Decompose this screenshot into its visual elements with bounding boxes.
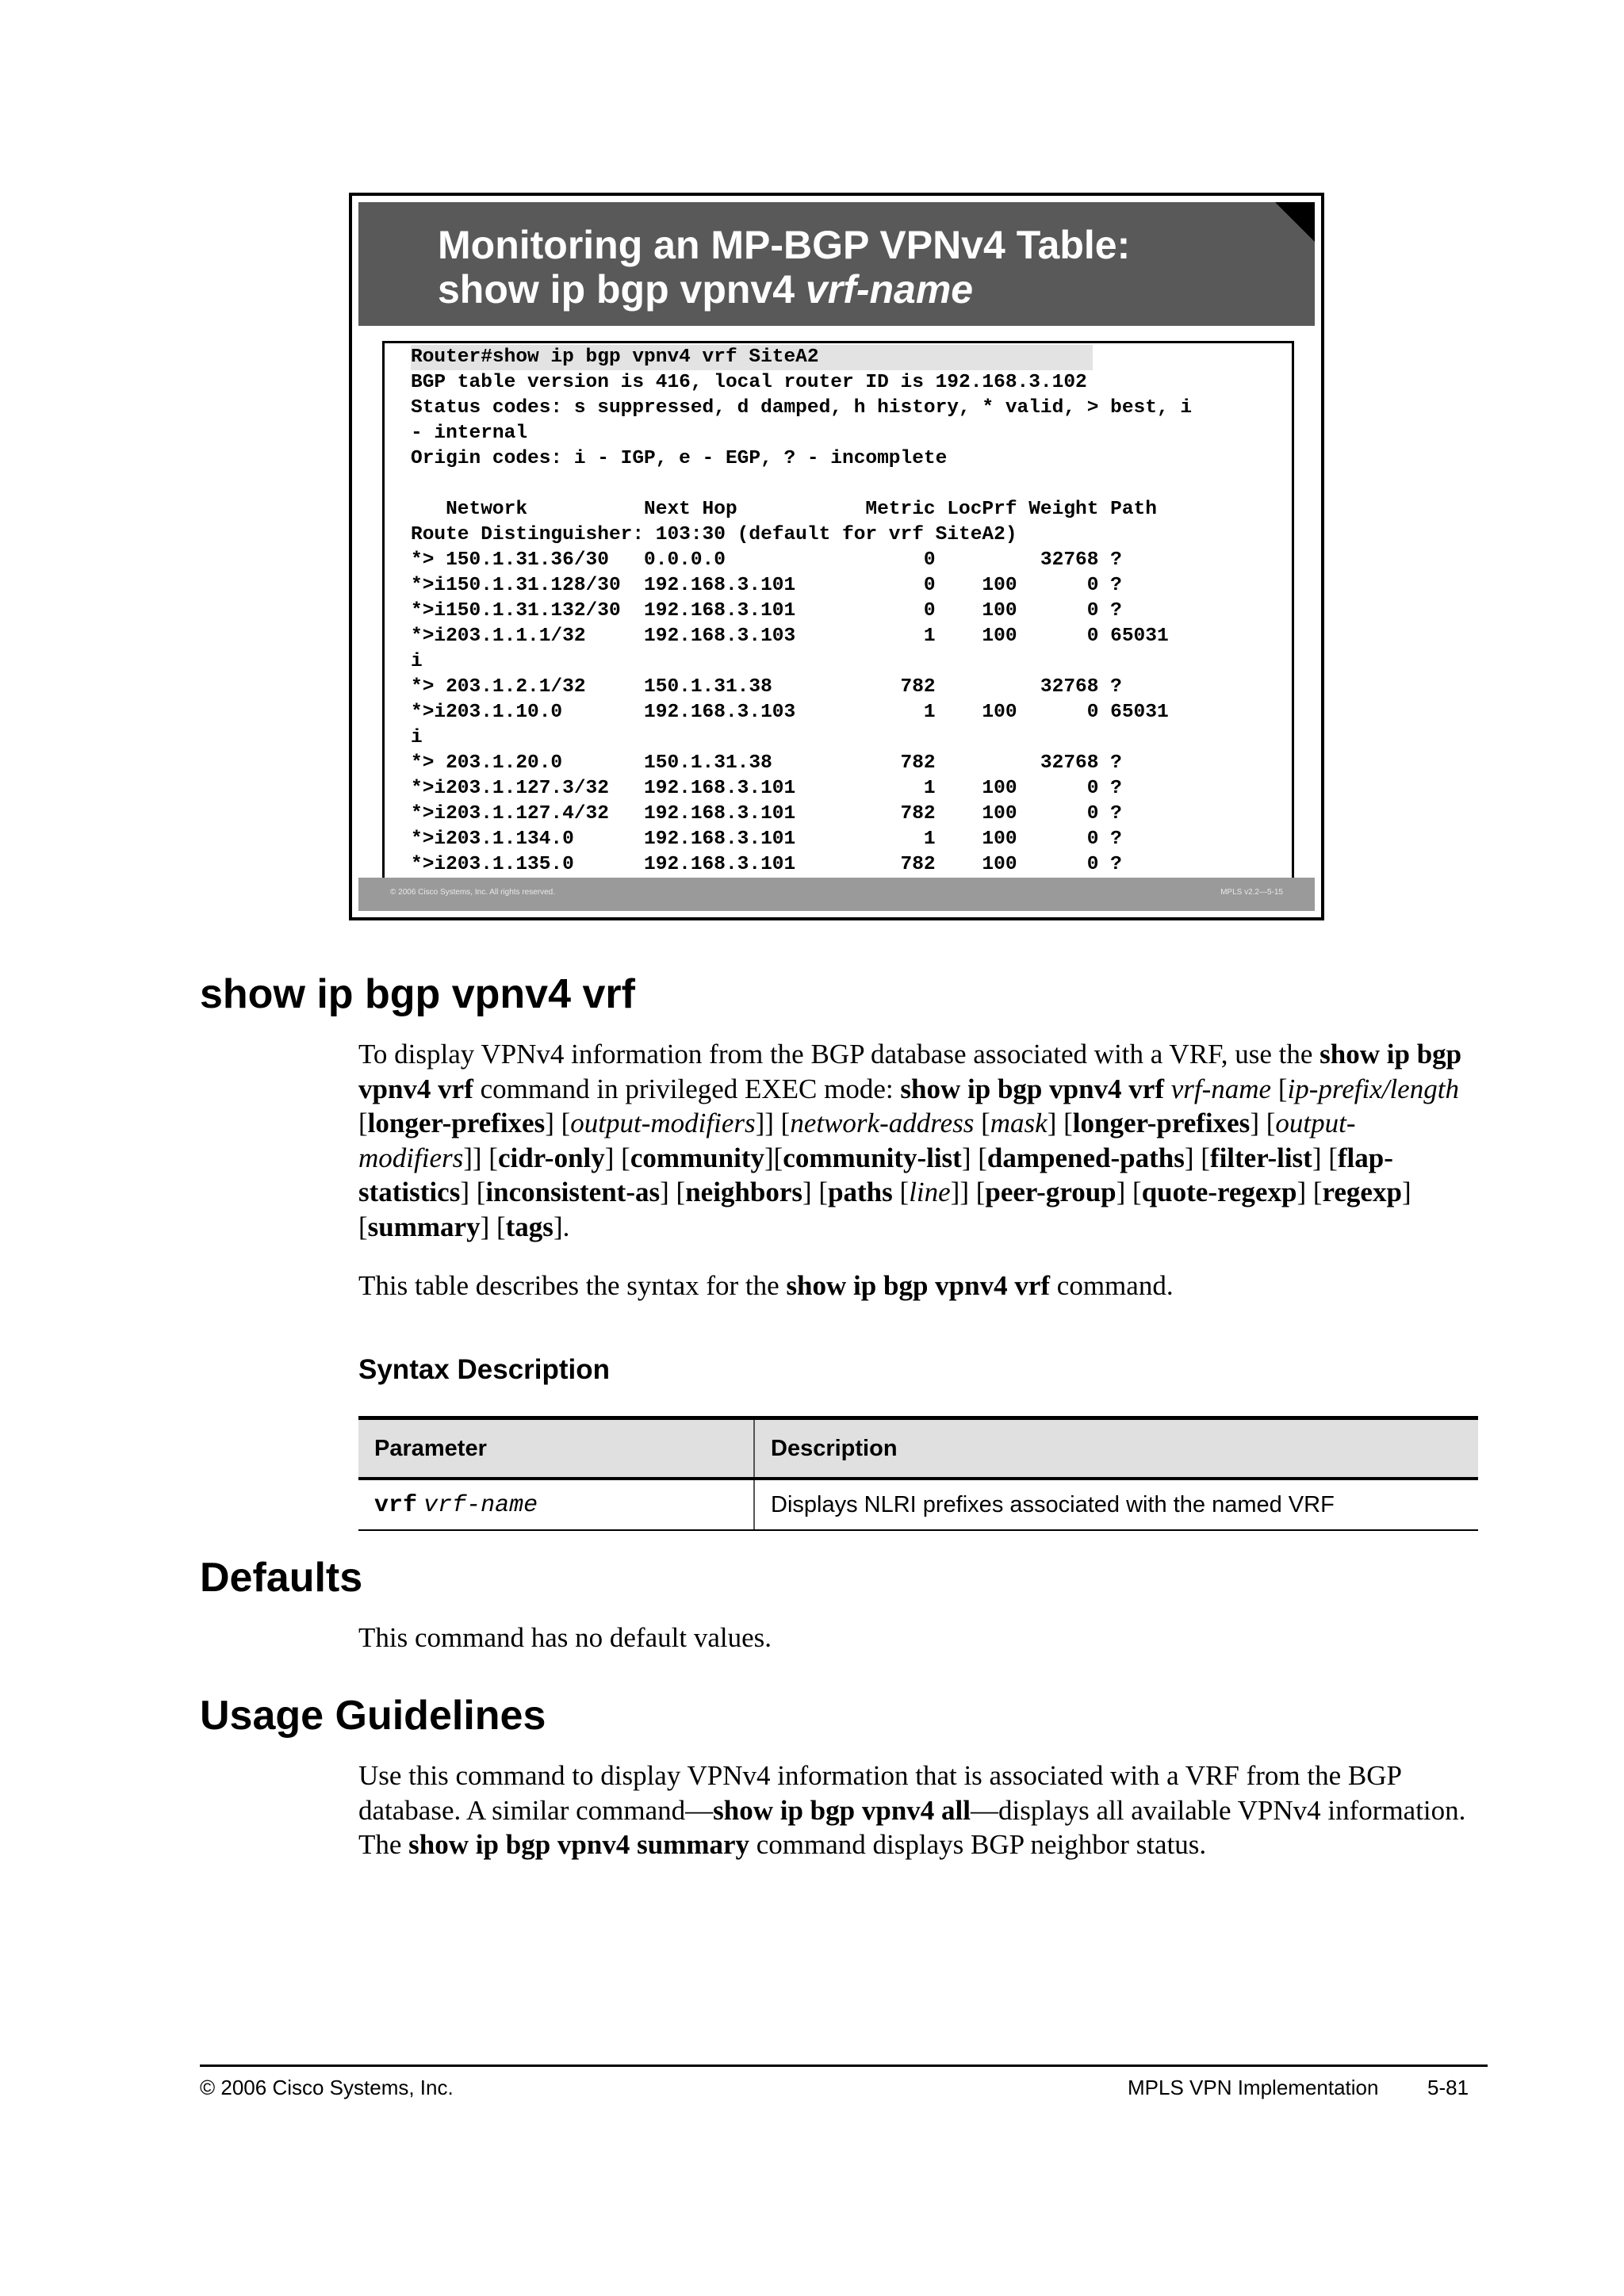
slide-title bbox=[438, 223, 1130, 312]
body-text: ] [ bbox=[1312, 1142, 1338, 1173]
body-text: ] [ bbox=[961, 1142, 987, 1173]
console-line: Origin codes: i - IGP, e - EGP, ? - incomplete bbox=[411, 448, 948, 469]
console-line: *> 203.1.2.1/32 150.1.31.38 782 32768 ? bbox=[411, 676, 1122, 698]
console-line: i bbox=[411, 727, 423, 748]
slide-footer-code: MPLS v2.2—5-15 bbox=[1220, 888, 1283, 897]
description-cell: Displays NLRI prefixes associated with the named VRF bbox=[754, 1479, 1478, 1530]
table-intro-command: show ip bgp vpnv4 vrf bbox=[786, 1270, 1051, 1301]
table-intro-text: This table describes the syntax for the bbox=[358, 1270, 787, 1301]
command-keyword: peer-group bbox=[985, 1177, 1116, 1207]
footer-copyright: © 2006 Cisco Systems, Inc. bbox=[200, 2076, 454, 2099]
corner-tab bbox=[1275, 202, 1315, 242]
console-line: *> 150.1.31.36/30 0.0.0.0 0 32768 ? bbox=[411, 549, 1122, 571]
command-keyword: inconsistent-as bbox=[485, 1177, 661, 1207]
command-keyword: tags bbox=[505, 1211, 553, 1242]
slide-footer-copyright: © 2006 Cisco Systems, Inc. All rights reserved. bbox=[390, 888, 556, 897]
body-text: ] [ bbox=[1250, 1108, 1276, 1138]
command-keyword: longer-prefixes bbox=[1072, 1108, 1251, 1138]
console-line: i bbox=[411, 651, 423, 672]
body-text: [ bbox=[892, 1177, 910, 1207]
table-intro-paragraph bbox=[358, 1269, 1477, 1303]
console-line: *>i203.1.127.4/32 192.168.3.101 782 100 0 ? bbox=[411, 803, 1122, 825]
argument-text: ip-prefix/length bbox=[1287, 1073, 1459, 1104]
command-keyword: filter-list bbox=[1209, 1142, 1312, 1173]
slide-header bbox=[358, 202, 1315, 326]
body-text: ] [ bbox=[480, 1211, 506, 1242]
console-line: *>i203.1.1.1/32 192.168.3.103 1 100 0 65031 bbox=[411, 626, 1169, 647]
body-text: [ bbox=[358, 1108, 368, 1138]
command-keyword: quote-regexp bbox=[1141, 1177, 1297, 1207]
body-text: ] [ bbox=[1116, 1177, 1142, 1207]
table-header-row bbox=[358, 1418, 1478, 1479]
column-header-description: Description bbox=[754, 1418, 1478, 1479]
console-output bbox=[382, 341, 1294, 880]
parameter-keyword: vrf bbox=[374, 1491, 418, 1519]
parameter-argument: vrf-name bbox=[423, 1491, 538, 1519]
body-text: [ bbox=[1271, 1073, 1288, 1104]
command-keyword: dampened-paths bbox=[986, 1142, 1185, 1173]
body-text: ] [ bbox=[545, 1108, 571, 1138]
command-keyword: show ip bgp vpnv4 vrf bbox=[358, 1039, 1462, 1104]
slide-title-line2-italic: vrf-name bbox=[805, 267, 974, 312]
body-text: [ bbox=[974, 1108, 990, 1138]
body-text: ] [ bbox=[604, 1142, 630, 1173]
footer-page-number: 5-81 bbox=[1427, 2076, 1469, 2099]
table-row bbox=[358, 1479, 1478, 1530]
argument-text: network-address bbox=[790, 1108, 975, 1138]
footer-book-title: MPLS VPN Implementation bbox=[1128, 2076, 1379, 2099]
body-text: ] [ bbox=[802, 1177, 829, 1207]
command-keyword: summary bbox=[367, 1211, 481, 1242]
body-text: command displays BGP neighbor status. bbox=[749, 1829, 1207, 1860]
body-text: ] [ bbox=[1184, 1142, 1210, 1173]
body-text: command in privileged EXEC mode: bbox=[473, 1073, 901, 1104]
command-description-paragraph bbox=[358, 1037, 1477, 1244]
defaults-text: This command has no default values. bbox=[358, 1622, 772, 1653]
slide-title-line2: show ip bgp vpnv4 bbox=[438, 267, 806, 312]
column-header-parameter: Parameter bbox=[358, 1418, 754, 1479]
console-line: Status codes: s suppressed, d damped, h history, * valid, > best, i bbox=[411, 397, 1193, 419]
table-intro-text-end: command. bbox=[1050, 1270, 1174, 1301]
body-text: ]] [ bbox=[463, 1142, 498, 1173]
body-text: ]] [ bbox=[755, 1108, 791, 1138]
body-text: ][ bbox=[764, 1142, 783, 1173]
command-keyword: show ip bgp vpnv4 all bbox=[713, 1794, 971, 1826]
footer-rule bbox=[200, 2064, 1488, 2067]
body-text: ] [ bbox=[1047, 1108, 1073, 1138]
usage-guidelines-paragraph bbox=[358, 1758, 1477, 1862]
command-keyword: paths bbox=[828, 1177, 893, 1207]
syntax-description-heading: Syntax Description bbox=[358, 1354, 611, 1385]
console-line: BGP table version is 416, local router ID is 192.168.3.102 bbox=[411, 372, 1087, 393]
command-keyword: neighbors bbox=[685, 1177, 802, 1207]
command-keyword: cidr-only bbox=[497, 1142, 605, 1173]
console-line: *>i150.1.31.128/30 192.168.3.101 0 100 0 ? bbox=[411, 575, 1122, 596]
console-line: *>i203.1.10.0 192.168.3.103 1 100 0 65031 bbox=[411, 702, 1169, 723]
command-keyword: community-list bbox=[783, 1142, 962, 1173]
body-text: To display VPNv4 information from the BGP database associated with a VRF, use the bbox=[358, 1039, 1320, 1070]
command-keyword: show ip bgp vpnv4 summary bbox=[408, 1829, 750, 1860]
section-heading-command: show ip bgp vpnv4 vrf bbox=[200, 971, 635, 1017]
section-heading-usage: Usage Guidelines bbox=[200, 1693, 546, 1739]
argument-text: vrf-name bbox=[1170, 1073, 1272, 1104]
command-keyword: community bbox=[630, 1142, 764, 1173]
console-line: *>i150.1.31.132/30 192.168.3.101 0 100 0 ? bbox=[411, 600, 1122, 622]
console-line: Network Next Hop Metric LocPrf Weight Path bbox=[411, 499, 1157, 520]
body-text: —displays all available VPNv4 information. The bbox=[358, 1794, 1466, 1860]
console-line: *>i203.1.135.0 192.168.3.101 782 100 0 ? bbox=[411, 854, 1122, 875]
body-text: Use this command to display VPNv4 information that is associated with a VRF from the BGP database. A similar command— bbox=[358, 1760, 1401, 1826]
argument-text: mask bbox=[990, 1108, 1048, 1138]
slide-title-line1: Monitoring an MP-BGP VPNv4 Table: bbox=[438, 223, 1131, 267]
syntax-table bbox=[358, 1416, 1478, 1531]
body-text: ]] [ bbox=[950, 1177, 986, 1207]
argument-text: output-modifiers bbox=[570, 1108, 756, 1138]
body-text bbox=[1164, 1073, 1171, 1104]
command-keyword: regexp bbox=[1322, 1177, 1402, 1207]
slide-figure bbox=[349, 193, 1324, 920]
body-text: ]. bbox=[553, 1211, 570, 1242]
slide-footer bbox=[358, 878, 1315, 911]
body-text: ] [ bbox=[460, 1177, 486, 1207]
console-line: - internal bbox=[411, 423, 528, 444]
body-text: ] [ bbox=[358, 1177, 1411, 1242]
command-keyword: flap-statistics bbox=[358, 1142, 1393, 1207]
body-text: ] [ bbox=[660, 1177, 686, 1207]
body-text: ] [ bbox=[1297, 1177, 1323, 1207]
console-line: *>i203.1.134.0 192.168.3.101 1 100 0 ? bbox=[411, 828, 1122, 850]
parameter-cell bbox=[358, 1479, 754, 1530]
section-heading-defaults: Defaults bbox=[200, 1555, 363, 1601]
argument-text: output-modifiers bbox=[358, 1108, 1356, 1173]
console-line: Route Distinguisher: 103:30 (default for vrf SiteA2) bbox=[411, 524, 1017, 545]
console-line: *>i203.1.127.3/32 192.168.3.101 1 100 0 ? bbox=[411, 778, 1122, 799]
argument-text: line bbox=[909, 1177, 951, 1207]
command-keyword: show ip bgp vpnv4 vrf bbox=[900, 1073, 1164, 1104]
command-keyword: longer-prefixes bbox=[367, 1108, 546, 1138]
console-line: Router#show ip bgp vpnv4 vrf SiteA2 bbox=[411, 345, 1093, 370]
console-line: *> 203.1.20.0 150.1.31.38 782 32768 ? bbox=[411, 752, 1122, 774]
